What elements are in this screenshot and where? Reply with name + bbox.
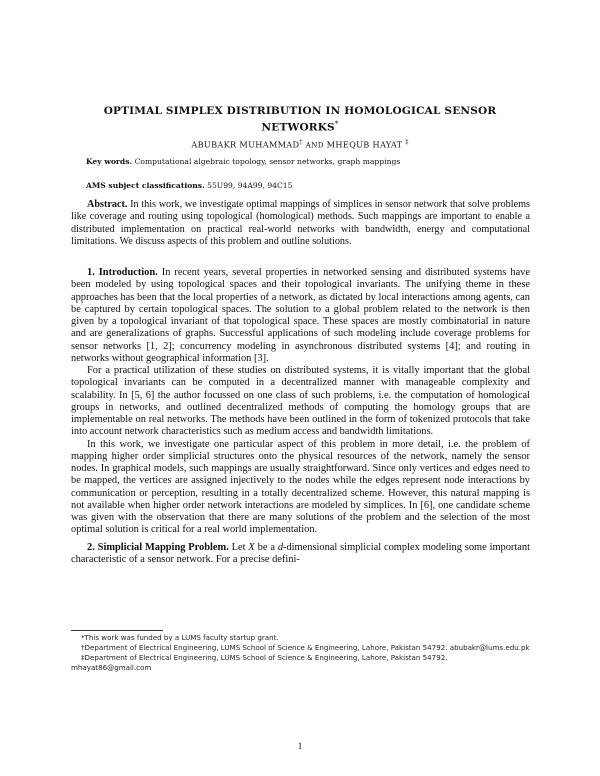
abstract-text: In this work, we investigate optimal mappings of simplices in sensor network that solve problems like coverage and routing using topological (homological) methods. Such mappings are important to enable a distributed implementation on practical real-world networks with bandwidth, energy and computational limitations. We discuss aspects of this problem and outline solutions. bbox=[71, 199, 530, 247]
author-line bbox=[70, 139, 530, 150]
section-2-var-d: d bbox=[277, 541, 284, 553]
abstract-label: Abstract. bbox=[87, 199, 128, 210]
page-number: 1 bbox=[297, 741, 303, 751]
introduction-paragraph-3: In this work, we investigate one particular aspect of this problem in more detail, i.e. the problem of mapping higher order simplicial structures onto the physical resources of the network, namely the sensor nodes. In graphical models, such mappings are usually straightforward. Since only vertices and edges need to be mapped, the vertices are assigned injectively to the nodes while the edges represent node interactions by communication or perception, resulting in a totally decentralized scheme. However, this natural mapping is not available when higher order network interactions are modeled by simplices. In [6], one candidate scheme was given with the observation that there are many solutions of the problem and the selection of the most optimal solution is critical for a real world implementation. bbox=[71, 438, 530, 536]
author-2: MHEQUB HAYAT bbox=[326, 139, 403, 150]
author-1: ABUBAKR MUHAMMAD bbox=[191, 139, 300, 150]
author-1-mark: † bbox=[299, 139, 303, 146]
introduction-heading: 1. Introduction. bbox=[87, 267, 158, 278]
introduction-paragraph-2: For a practical utilization of these studies on distributed systems, it is vitally important that the global topological invariants can be computed in a decentralized manner with manageable complexity and scalability. In [5, 6] the author focussed on one class of such problems, i.e. the computation of homological groups in networks, and outlined decentralized methods of computing the homology groups that are implementable on real networks. The methods have been outlined in the form of tokenized protocols that take into account network characteristics such as medium access and bandwidth limitations. bbox=[71, 365, 530, 438]
footnote-funding: *This work was funded by a LUMS faculty startup grant. bbox=[81, 633, 279, 642]
keywords-text: Computational algebraic topology, sensor networks, graph mappings bbox=[134, 157, 401, 166]
introduction-paragraph-1: In recent years, several properties in networked sensing and distributed systems have been modeled by using topological spaces and their topological invariants. The unifying theme in these approaches has been that the local properties of a network, as dictated by local interactions among agents, can be captured by certain topological spaces. The solution to a global problem related to the network is then given by a topological invariant of that topological space. These spaces are mostly combinatorial in nature and are generalizations of graphs. Successful applications of such modeling include coverage problems for sensor networks [1, 2]; concurrency modeling in asynchronous distributed systems [4]; and routing in networks without geographical information [3]. bbox=[71, 267, 530, 364]
footnote-author-2: ‡Department of Electrical Engineering, LUMS School of Science & Engineering, Lahore, Pakistan 54792. mhayat86@gmail.com bbox=[71, 653, 448, 672]
title-line-2: NETWORKS bbox=[261, 121, 335, 134]
paper-title bbox=[70, 105, 530, 135]
ams-label: AMS subject classifications. bbox=[86, 181, 205, 190]
ams-text: 55U99, 94A99, 94C15 bbox=[207, 181, 293, 190]
section-introduction bbox=[71, 267, 530, 566]
keywords-label: Key words. bbox=[86, 157, 133, 166]
section-2-heading: 2. Simplicial Mapping Problem. bbox=[87, 541, 229, 553]
section-2-var-x: X bbox=[248, 541, 255, 553]
author-2-mark: ‡ bbox=[405, 139, 409, 146]
abstract bbox=[71, 199, 530, 248]
title-line-1: OPTIMAL SIMPLEX DISTRIBUTION IN HOMOLOGICAL SENSOR bbox=[103, 105, 497, 117]
ams-classification bbox=[86, 181, 536, 190]
footnotes bbox=[71, 633, 530, 673]
section-2-text-c: -dimensional simplicial complex modeling some important characteristic of a sensor network. For a precise defini- bbox=[71, 541, 530, 565]
section-2-text-b: be a bbox=[254, 541, 278, 553]
section-2-text-a: Let bbox=[231, 541, 249, 553]
author-conjunction: AND bbox=[305, 140, 324, 150]
keywords bbox=[86, 157, 536, 166]
title-footnote-mark: * bbox=[334, 120, 339, 128]
footnote-rule bbox=[71, 630, 163, 631]
footnote-author-1: †Department of Electrical Engineering, LUMS School of Science & Engineering, Lahore, Pakistan 54792. abubakr@lums.edu.pk bbox=[81, 643, 530, 652]
